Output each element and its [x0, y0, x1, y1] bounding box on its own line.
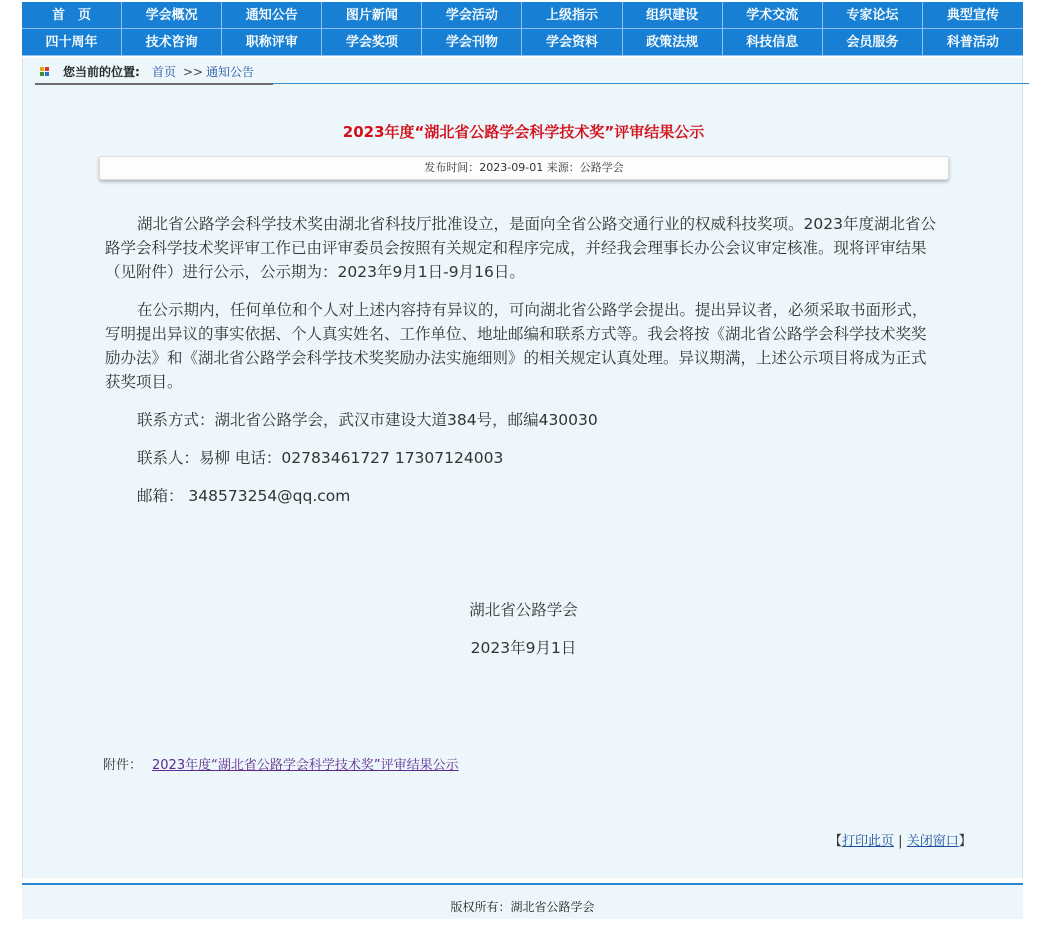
page-tools — [829, 830, 972, 849]
nav-superior-instructions[interactable]: 上级指示 — [522, 2, 622, 29]
article-paragraph: 湖北省公路学会科学技术奖由湖北省科技厅批准设立，是面向全省公路交通行业的权威科技奖项。2023年度湖北省公路学会科学技术奖评审工作已由评审委员会按照有关规定和程序完成，并经我会理事长办公会议审定核准。现将评审结果（见附件）进行公示，公示期为：2023年9月1日-9月16日。 — [105, 215, 936, 281]
nav-academic-exchange[interactable]: 学术交流 — [723, 2, 823, 29]
nav-tech-consulting[interactable]: 技术咨询 — [122, 29, 222, 56]
article-meta: 发布时间：2023-09-01 来源：公路学会 — [99, 156, 949, 180]
close-window-link[interactable]: 关闭窗口 — [906, 834, 959, 849]
breadcrumb-home-link[interactable]: 首页 — [152, 65, 177, 79]
nav-title-review[interactable]: 职称评审 — [222, 29, 322, 56]
contact-address: 联系方式：湖北省公路学会，武汉市建设大道384号，邮编430030 — [137, 411, 598, 429]
attachment-link[interactable]: 2023年度“湖北省公路学会科学技术奖”评审结果公示 — [152, 758, 459, 773]
nav-organization[interactable]: 组织建设 — [623, 2, 723, 29]
breadcrumb — [35, 61, 1029, 84]
nav-tech-info[interactable]: 科技信息 — [723, 29, 823, 56]
nav-publications[interactable]: 学会刊物 — [422, 29, 522, 56]
contact-person: 联系人：易柳 电话：02783461727 17307124003 — [137, 449, 504, 467]
location-icon — [40, 67, 50, 77]
footer — [22, 885, 1023, 919]
print-page-link[interactable]: 打印此页 — [842, 834, 895, 849]
article-body — [105, 212, 941, 522]
nav-materials[interactable]: 学会资料 — [522, 29, 622, 56]
article-title: 2023年度“湖北省公路学会科学技术奖”评审结果公示 — [342, 123, 705, 141]
tools-bracket-close: 】 — [958, 834, 972, 849]
nav-expert-forum[interactable]: 专家论坛 — [823, 2, 923, 29]
copyright-text: 版权所有：湖北省公路学会 — [450, 900, 595, 914]
nav-home[interactable]: 首 页 — [22, 2, 122, 29]
nav-science-popularization[interactable]: 科普活动 — [923, 29, 1023, 56]
breadcrumb-underline — [35, 83, 273, 85]
attachment — [103, 754, 459, 773]
nav-society-overview[interactable]: 学会概况 — [122, 2, 222, 29]
nav-typical-publicity[interactable]: 典型宣传 — [923, 2, 1023, 29]
breadcrumb-separator: >> — [183, 65, 204, 79]
signature-organization: 湖北省公路学会 — [469, 601, 578, 619]
contact-email: 邮箱： 348573254@qq.com — [137, 487, 351, 505]
tools-divider: | — [898, 834, 903, 849]
nav-policies[interactable]: 政策法规 — [623, 29, 723, 56]
nav-40th-anniversary[interactable]: 四十周年 — [22, 29, 122, 56]
breadcrumb-label: 您当前的位置: — [63, 65, 140, 79]
content-panel — [22, 58, 1023, 878]
nav-awards[interactable]: 学会奖项 — [322, 29, 422, 56]
nav-photo-news[interactable]: 图片新闻 — [322, 2, 422, 29]
main-navigation — [22, 2, 1023, 56]
article-paragraph: 在公示期内，任何单位和个人对上述内容持有异议的，可向湖北省公路学会提出。提出异议者，必须采取书面形式，写明提出异议的事实依据、个人真实姓名、工作单位、地址邮编和联系方式等。我会将按《湖北省公路学会科学技术奖奖励办法》和《湖北省公路学会科学技术奖奖励办法实施细则》的相关规定认真处理。异议期满，上述公示项目将成为正式获奖项目。 — [105, 301, 928, 391]
nav-activities[interactable]: 学会活动 — [422, 2, 522, 29]
breadcrumb-current-link[interactable]: 通知公告 — [206, 65, 255, 79]
tools-bracket-open: 【 — [829, 834, 843, 849]
nav-member-services[interactable]: 会员服务 — [823, 29, 923, 56]
attachment-label: 附件： — [103, 758, 143, 773]
signature-date: 2023年9月1日 — [470, 639, 577, 657]
nav-notices[interactable]: 通知公告 — [222, 2, 322, 29]
